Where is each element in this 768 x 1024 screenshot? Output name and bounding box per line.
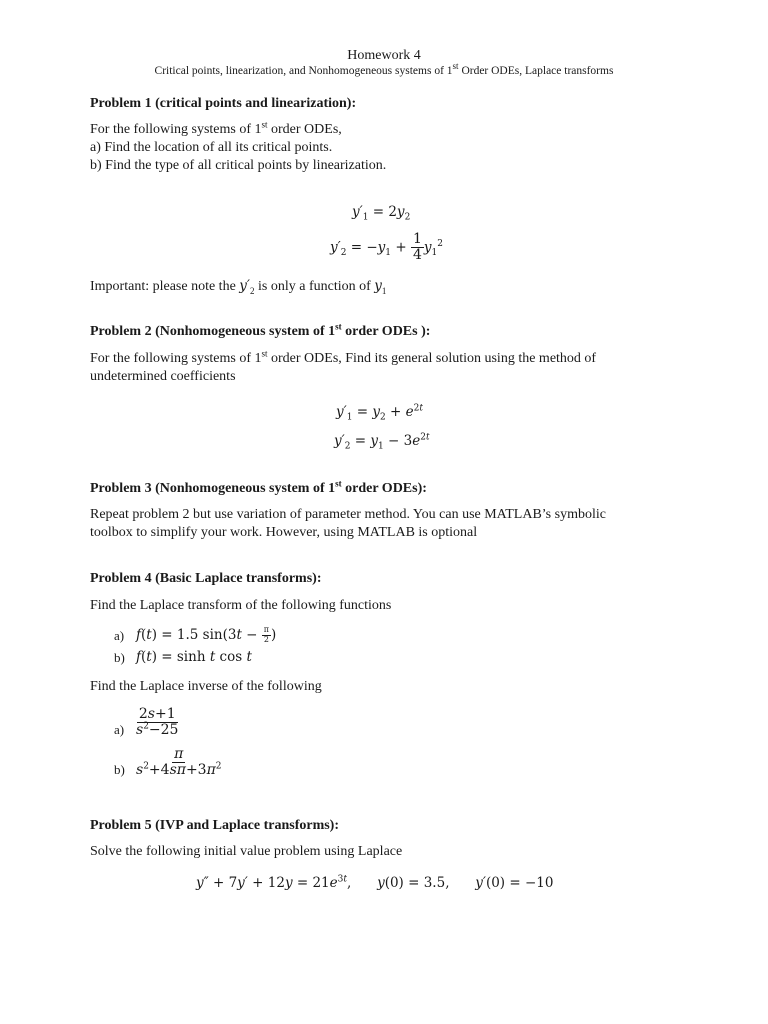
problem-4-intro-2: Find the Laplace inverse of the following	[90, 679, 322, 694]
problem-1-equation-1: $y'_1 = 2y_2$	[352, 204, 411, 223]
problem-4-heading: Problem 4 (Basic Laplace transforms):	[90, 571, 322, 586]
problem-1-intro: For the following systems of 1st order ODEs,	[90, 119, 342, 137]
problem-4-c-expression: $\frac{2s+1}{s^2-25}$	[136, 706, 179, 739]
problem-4-b-function: f(t) = sinh t cos t	[136, 649, 252, 665]
problem-2-equation-1: $y'_1 = y_2 + e^{2t}$	[336, 403, 423, 423]
problem-4-d-expression: $\frac{\pi}{s^2+4s\pi+3\pi^2}$	[136, 746, 222, 779]
problem-2-line-1: For the following systems of 1st order ODEs, Find its general solution using the method of	[90, 348, 597, 366]
problem-1-part-b: b) Find the type of all critical points by linearization.	[90, 158, 387, 173]
problem-4-a-label: a)	[114, 628, 125, 643]
problem-1-part-a: a) Find the location of all its critical points.	[90, 140, 333, 155]
problem-5-heading: Problem 5 (IVP and Laplace transforms):	[90, 818, 339, 833]
problem-1-note: Important: please note the $y'_2$ is only a function of $y_1$	[90, 278, 387, 296]
problem-4-a-function: f(t) = 1.5 sin(3t − $\frac{\pi}{2}$ )	[136, 625, 277, 644]
problem-5-intro: Solve the following initial value problem using Laplace	[90, 844, 403, 859]
problem-4-c-label: a)	[114, 722, 125, 737]
doc-title: Homework 4	[347, 48, 421, 63]
problem-2-line-2: undetermined coefficients	[90, 369, 236, 384]
problem-3-line-1: Repeat problem 2 but use variation of parameter method. You can use MATLAB’s symbolic	[90, 507, 606, 522]
problem-3-heading: Problem 3 (Nonhomogeneous system of 1st order ODEs):	[90, 478, 427, 496]
problem-1-heading: Problem 1 (critical points and linearization):	[90, 96, 357, 111]
problem-4-d-label: b)	[114, 762, 125, 777]
problem-2-equation-2: $y'_2 = y_1 - 3e^{2t}$	[334, 432, 430, 452]
problem-3-line-2: toolbox to simplify your work. However, using MATLAB is optional	[90, 525, 478, 540]
problem-4-intro-1: Find the Laplace transform of the following functions	[90, 598, 392, 613]
problem-2-heading: Problem 2 (Nonhomogeneous system of 1st order ODEs ):	[90, 321, 431, 339]
doc-subtitle: Critical points, linearization, and Nonhomogeneous systems of 1st Order ODEs, Laplace transforms	[154, 61, 614, 77]
problem-5-ivp-equation: $y'' + 7y' + 12y = 21e^{3t}$, y(0) = 3.5, y′(0) = −10	[196, 874, 554, 891]
problem-1-equation-2: $y'_2 = -y_1$ + $\frac{1}{4}$ $y_1^2$	[330, 231, 443, 264]
problem-4-b-label: b)	[114, 650, 125, 665]
